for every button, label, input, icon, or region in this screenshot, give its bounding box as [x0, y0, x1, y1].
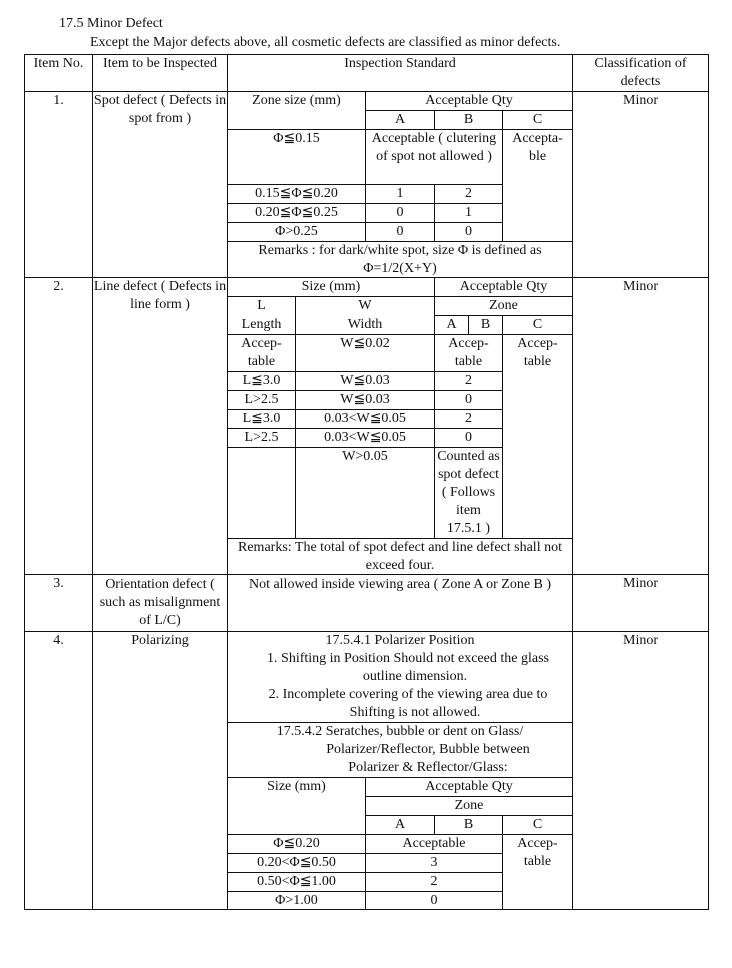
remarks: Remarks: The total of spot defect and line defect shall not exceed four.: [228, 539, 573, 576]
table-row: [25, 92, 709, 278]
length-label: Length: [228, 316, 296, 335]
section-title: 17.5 Minor Defect: [59, 16, 163, 31]
classification: Minor: [573, 92, 709, 278]
qty-cell: 2: [435, 410, 503, 429]
item-no: 1.: [25, 92, 93, 278]
zone-c: C: [503, 816, 573, 835]
header-item: Item to be Inspected: [93, 55, 228, 92]
classification: Minor: [573, 575, 709, 632]
acceptable-qty-header: Acceptable Qty: [366, 92, 573, 111]
item-name: Line defect ( Defects in line form ): [93, 278, 228, 575]
size-cell: 0.50<Φ≦1.00: [228, 873, 366, 892]
zone-a: A: [435, 316, 469, 335]
size-cell: Φ≦0.15: [228, 130, 366, 185]
size-cell: 0.20<Φ≦0.50: [228, 854, 366, 873]
inspection-standard: [228, 92, 573, 278]
p1-item1: 1. Shifting in Position Should not exceed the glass outline dimension.: [267, 651, 549, 684]
item-no: 4.: [25, 632, 93, 910]
table-row: [25, 575, 709, 632]
width-cell: W≦0.03: [296, 391, 435, 410]
zone-b: B: [435, 111, 503, 130]
classification: Minor: [573, 278, 709, 575]
size-header: Size (mm): [228, 278, 435, 297]
size-header: Size (mm): [228, 778, 366, 835]
width-cell: 0.03<W≦0.05: [296, 410, 435, 429]
length-cell: [228, 448, 296, 539]
size-cell: Φ≦0.20: [228, 835, 366, 854]
line-defect-table: [227, 277, 573, 575]
zone-c-value: Accep-table: [503, 835, 573, 911]
width-header: W: [296, 297, 435, 316]
qty-cell: 0: [435, 391, 503, 410]
acceptable-cell: Acceptable: [366, 835, 503, 854]
length-cell: Accep-table: [228, 335, 296, 372]
acceptable-qty-header: Acceptable Qty: [435, 278, 573, 297]
length-cell: L>2.5: [228, 429, 296, 448]
size-cell: 0.15≦Φ≦0.20: [228, 185, 366, 204]
item-name: Polarizing: [93, 632, 228, 910]
inspection-standard: [228, 632, 573, 910]
spot-defect-table: [227, 91, 573, 278]
zone-a-value: 0: [366, 204, 435, 223]
zone-b: B: [469, 316, 503, 335]
acceptable-cell: Accep-table: [435, 335, 503, 372]
zone-a-value: 0: [366, 223, 435, 242]
table-row: [25, 278, 709, 575]
width-cell: W>0.05: [296, 448, 435, 539]
polarizing-table: [227, 631, 573, 910]
zone-b-value: 1: [435, 204, 503, 223]
remarks: Remarks : for dark/white spot, size Φ is defined as Φ=1/2(X+Y): [228, 242, 573, 279]
p1-title: 17.5.4.1 Polarizer Position: [325, 633, 475, 648]
qty-cell: 2: [435, 372, 503, 391]
zone-a: A: [366, 111, 435, 130]
section-intro: Except the Major defects above, all cosmetic defects are classified as minor defects.: [90, 35, 561, 50]
header-standard: Inspection Standard: [228, 55, 573, 92]
p2-line3: Polarizer & Reflector/Glass:: [348, 760, 508, 775]
zone-header: Zone: [366, 797, 573, 816]
item-name: Spot defect ( Defects in spot from ): [93, 92, 228, 278]
p1-item2: 2. Incomplete covering of the viewing area due to Shifting is not allowed.: [268, 687, 548, 720]
header-row: [25, 55, 709, 92]
zone-b-value: 0: [435, 223, 503, 242]
table-row: [25, 632, 709, 910]
classification: Minor: [573, 632, 709, 910]
item-no: 3.: [25, 575, 93, 632]
width-label: Width: [296, 316, 435, 335]
acceptable-cell: Acceptable ( clutering of spot not allowed ): [366, 130, 503, 185]
size-cell: Φ>1.00: [228, 892, 366, 911]
item-no: 2.: [25, 278, 93, 575]
width-cell: 0.03<W≦0.05: [296, 429, 435, 448]
p2-title: 17.5.4.2 Seratches, bubble or dent on Glass/: [276, 724, 524, 739]
size-cell: Φ>0.25: [228, 223, 366, 242]
header-classification: Classification of defects: [573, 55, 709, 92]
zone-a-value: 1: [366, 185, 435, 204]
qty-cell: 0: [366, 892, 503, 911]
polarizer-position: [228, 632, 573, 723]
zone-c: C: [503, 316, 573, 335]
qty-cell: 0: [435, 429, 503, 448]
width-cell: W≦0.02: [296, 335, 435, 372]
length-header: L: [228, 297, 296, 316]
zone-a: A: [366, 816, 435, 835]
length-cell: L≦3.0: [228, 372, 296, 391]
size-cell: 0.20≦Φ≦0.25: [228, 204, 366, 223]
zone-header: Zone: [435, 297, 573, 316]
inspection-standard: [228, 278, 573, 575]
width-cell: W≦0.03: [296, 372, 435, 391]
item-name: Orientation defect ( such as misalignment of L/C): [93, 575, 228, 632]
zone-c: C: [503, 111, 573, 130]
minor-defect-table: [24, 54, 709, 910]
p2-line2: Polarizer/Reflector, Bubble between: [326, 742, 530, 757]
header-item-no: Item No.: [25, 55, 93, 92]
scratches-section: [228, 723, 573, 778]
qty-cell: Counted as spot defect ( Follows item 17.5.1 ): [435, 448, 503, 539]
zone-b: B: [435, 816, 503, 835]
zone-c-value: Accepta-ble: [503, 130, 573, 242]
length-cell: L>2.5: [228, 391, 296, 410]
zone-c-value: Accep-table: [503, 335, 573, 539]
inspection-standard: Not allowed inside viewing area ( Zone A or Zone B ): [228, 575, 573, 632]
acceptable-qty-header: Acceptable Qty: [366, 778, 573, 797]
zone-b-value: 2: [435, 185, 503, 204]
length-cell: L≦3.0: [228, 410, 296, 429]
qty-cell: 3: [366, 854, 503, 873]
qty-cell: 2: [366, 873, 503, 892]
zone-size-header: Zone size (mm): [228, 92, 366, 130]
